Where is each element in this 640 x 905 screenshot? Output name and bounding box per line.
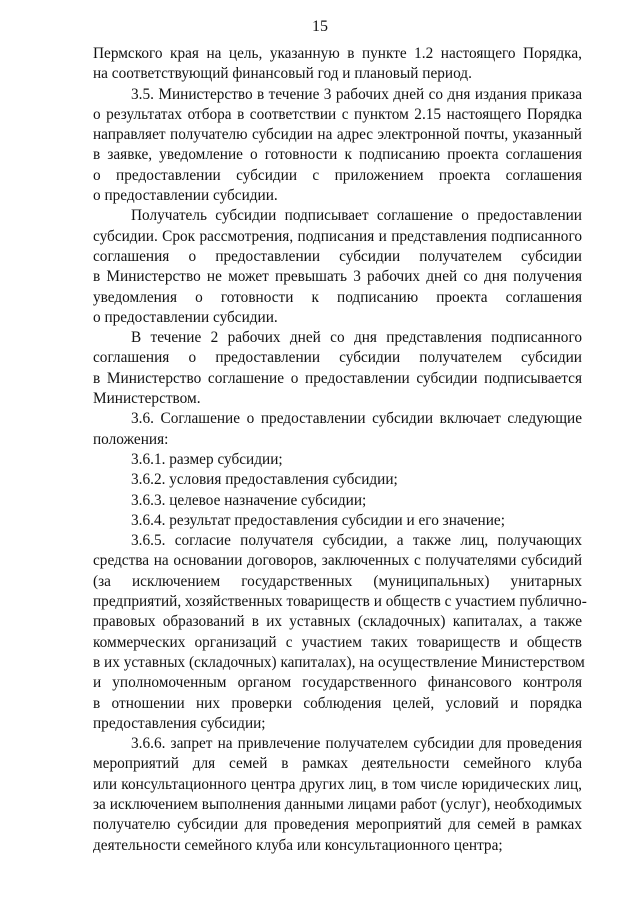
- text-line: 3.6.2. условия предоставления субсидии;: [131, 471, 398, 489]
- text-line: 3.6.5. согласие получателя субсидии, а также лиц, получающих: [131, 532, 582, 550]
- text-line: о предоставлении субсидии.: [93, 308, 278, 326]
- text-line: коммерческих организаций с участием таких товариществ и обществ: [93, 633, 582, 651]
- text-line: и уполномоченным органом государственного финансового контроля: [93, 674, 582, 692]
- text-line: в их уставных (складочных) капиталах), на осуществление Министерством: [93, 653, 585, 671]
- text-line: в Министерство не может превышать 3 рабочих дней со дня получения: [93, 268, 582, 286]
- text-line: о результатах отбора в соответствии с пунктом 2.15 настоящего Порядка: [93, 105, 582, 123]
- text-line: 3.5. Министерство в течение 3 рабочих дней со дня издания приказа: [131, 85, 582, 103]
- text-line: предприятий, хозяйственных товариществ и обществ с участием публично-: [93, 593, 587, 611]
- text-line: В течение 2 рабочих дней со дня представления подписанного: [131, 329, 582, 347]
- text-line: 3.6.4. результат предоставления субсидии и его значение;: [131, 511, 505, 529]
- text-line: 3.6. Соглашение о предоставлении субсидии включает следующие: [131, 410, 582, 428]
- text-line: в Министерство соглашение о предоставлении субсидии подписывается: [93, 369, 582, 387]
- text-line: направляет получателю субсидии на адрес электронной почты, указанный: [93, 126, 582, 144]
- text-line: 3.6.3. целевое назначение субсидии;: [131, 491, 367, 509]
- text-line: субсидии. Срок рассмотрения, подписания и представления подписанного: [93, 227, 582, 245]
- text-line: получателю субсидии для проведения мероприятий для семей в рамках: [93, 816, 582, 834]
- text-line: предоставления субсидии;: [93, 714, 266, 732]
- text-line: или консультационного центра других лиц, в том числе юридических лиц,: [93, 775, 582, 793]
- text-line: Министерством.: [93, 390, 201, 408]
- text-line: уведомления о готовности к подписанию проекта соглашения: [93, 288, 582, 306]
- text-line: о предоставлении субсидии.: [93, 187, 278, 205]
- text-line: 3.6.6. запрет на привлечение получателем субсидии для проведения: [131, 735, 582, 753]
- text-line: Получатель субсидии подписывает соглашение о предоставлении: [131, 207, 582, 225]
- text-line: мероприятий для семей в рамках деятельности семейного клуба: [93, 755, 582, 773]
- text-line: на соответствующий финансовый год и плановый период.: [93, 65, 472, 83]
- text-line: Пермского края на цель, указанную в пункте 1.2 настоящего Порядка,: [93, 45, 582, 62]
- text-line: (за исключением государственных (муниципальных) унитарных: [93, 572, 582, 590]
- text-line: положения:: [93, 430, 169, 448]
- text-line: правовых образований в их уставных (складочных) капиталах, а также: [93, 613, 582, 631]
- text-line: средства на основании договоров, заключенных с получателями субсидий: [93, 552, 582, 570]
- document-body: [93, 44, 587, 856]
- text-line: 3.6.1. размер субсидии;: [131, 450, 283, 468]
- text-line: деятельности семейного клуба или консультационного центра;: [93, 836, 503, 854]
- text-line: соглашения о предоставлении субсидии получателем субсидии: [93, 349, 582, 367]
- text-line: о предоставлении субсидии с приложением проекта соглашения: [93, 166, 582, 184]
- page-number: 15: [312, 18, 328, 35]
- text-line: в отношении них проверки соблюдения целей, условий и порядка: [93, 694, 582, 712]
- text-line: соглашения о предоставлении субсидии получателем субсидии: [93, 247, 582, 265]
- text-line: в заявке, уведомление о готовности к подписанию проекта соглашения: [93, 146, 582, 164]
- text-line: за исключением выполнения данными лицами работ (услуг), необходимых: [93, 795, 582, 813]
